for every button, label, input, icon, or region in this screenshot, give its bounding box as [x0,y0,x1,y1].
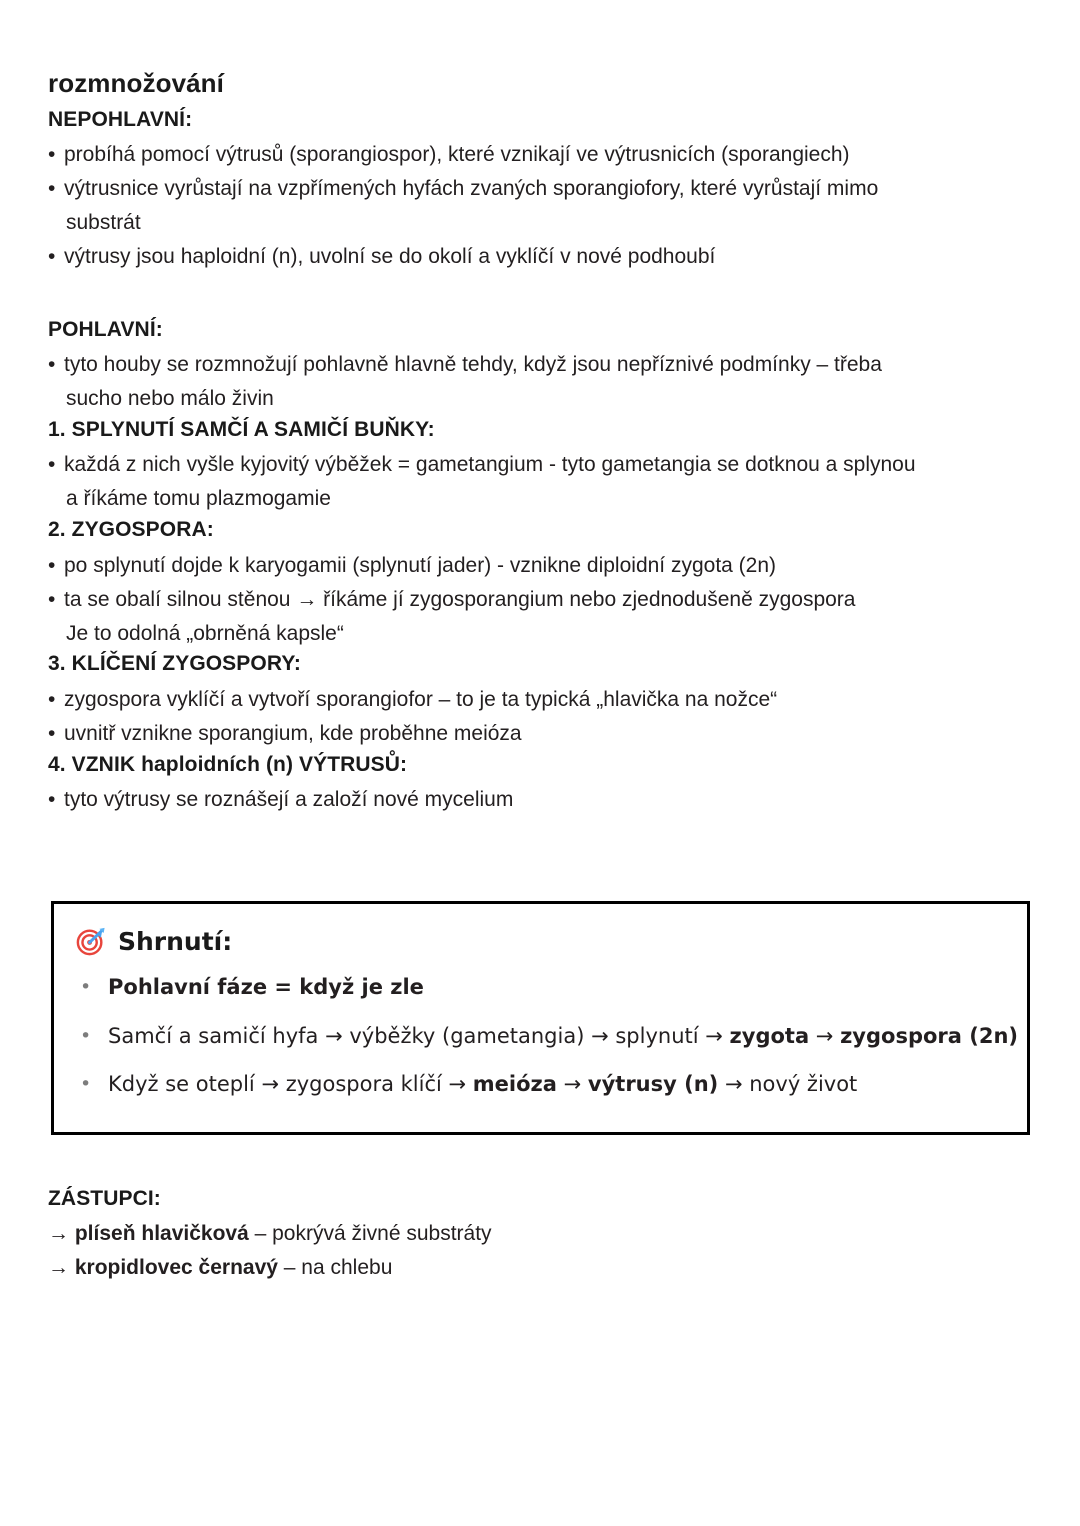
bullet-marker-icon: • [48,143,56,167]
summary-list-item [76,1071,1027,1099]
bullet-marker-icon: • [48,721,56,745]
sections-container [48,107,1032,816]
bullet-item [48,241,1032,273]
bullet-text: tyto výtrusy se roznášejí a založí nové mycelium [64,788,514,812]
section-spacer [48,275,1032,317]
bullet-item [48,449,1032,481]
bullet-text: výtrusy jsou haploidní (n), uvolní se do okolí a vyklíčí v nové podhoubí [64,244,716,268]
bullet-item [48,349,1032,381]
bullet-item [48,550,1032,582]
bullet-text: ta se obalí silnou stěnou → říkáme jí zygosporangium nebo zjednodušeně zygospora [64,587,856,611]
section-heading: 1. SPLYNUTÍ SAMČÍ A SAMIČÍ BUŇKY: [48,418,435,442]
page-title: rozmnožování [48,68,224,98]
summary-list-item [76,974,1027,1002]
representatives-list [48,1218,1032,1284]
section-heading: POHLAVNÍ: [48,317,163,341]
summary-item-text: Když se oteplí → zygospora klíčí → meióza → výtrusy (n) → nový život [108,1072,858,1097]
bullet-marker-icon: • [48,353,56,377]
bullet-marker-icon: • [80,1073,92,1096]
bullet-continuation-line: Je to odolná „obrněná kapsle“ [66,621,344,645]
bullet-marker-icon: • [80,976,92,998]
bullet-marker-icon: • [48,453,56,477]
dart-target-icon [76,926,106,956]
bullet-item [48,139,1032,171]
bullet-text: tyto houby se rozmnožují pohlavně hlavně tehdy, když jsou nepříznivé podmínky – třeba [64,353,882,377]
bullet-item [48,718,1032,750]
main-text-column [48,68,1032,818]
bullet-marker-icon: • [80,1024,92,1047]
bullet-continuation-line: substrát [66,210,141,234]
representative-item: → kropidlovec černavý – na chlebu [48,1256,393,1280]
summary-header [76,926,1027,956]
bullet-text: výtrusnice vyrůstají na vzpřímených hyfách zvaných sporangiofory, které vyrůstají mimo [64,177,879,201]
summary-box [51,901,1030,1135]
representatives-heading: ZÁSTUPCI: [48,1187,161,1210]
bullet-continuation-line: sucho nebo málo živin [66,387,274,411]
bullet-item [48,684,1032,716]
bullet-marker-icon: • [48,553,56,577]
bullet-marker-icon: • [48,788,56,812]
bullet-item [48,784,1032,816]
bullet-marker-icon: • [48,244,56,268]
summary-item-text: Pohlavní fáze = když je zle [108,975,424,999]
bullet-marker-icon: • [48,587,56,611]
section-heading: 2. ZYGOSPORA: [48,518,214,542]
summary-item-text: Samčí a samičí hyfa → výběžky (gametangia) → splynutí → zygota → zygospora (2n) [108,1023,1019,1048]
summary-list [54,974,1027,1099]
representatives-section [48,1186,1032,1286]
bullet-marker-icon: • [48,177,56,201]
bullet-item [48,584,1032,616]
bullet-text: zygospora vyklíčí a vytvoří sporangiofor – to je ta typická „hlavička na nožce“ [64,687,778,711]
bullet-text: uvnitř vznikne sporangium, kde proběhne meióza [64,721,522,745]
summary-list-item [76,1023,1027,1051]
section-heading: NEPOHLAVNÍ: [48,107,193,131]
bullet-continuation-line: a říkáme tomu plazmogamie [66,487,331,511]
bullet-text: každá z nich vyšle kyjovitý výběžek = gametangium - tyto gametangia se dotknou a splynou [64,453,916,477]
bullet-marker-icon: • [48,687,56,711]
section-heading: 4. VZNIK haploidních (n) VÝTRUSŮ: [48,752,408,776]
bullet-text: probíhá pomocí výtrusů (sporangiospor), které vznikají ve výtrusnicích (sporangiech) [64,143,850,167]
bullet-item [48,173,1032,205]
representative-item: → plíseň hlavičková – pokrývá živné substráty [48,1222,492,1246]
bullet-text: po splynutí dojde k karyogamii (splynutí jader) - vznikne diploidní zygota (2n) [64,553,777,577]
section-heading: 3. KLÍČENÍ ZYGOSPORY: [48,652,301,676]
summary-title: Shrnutí: [118,926,233,956]
